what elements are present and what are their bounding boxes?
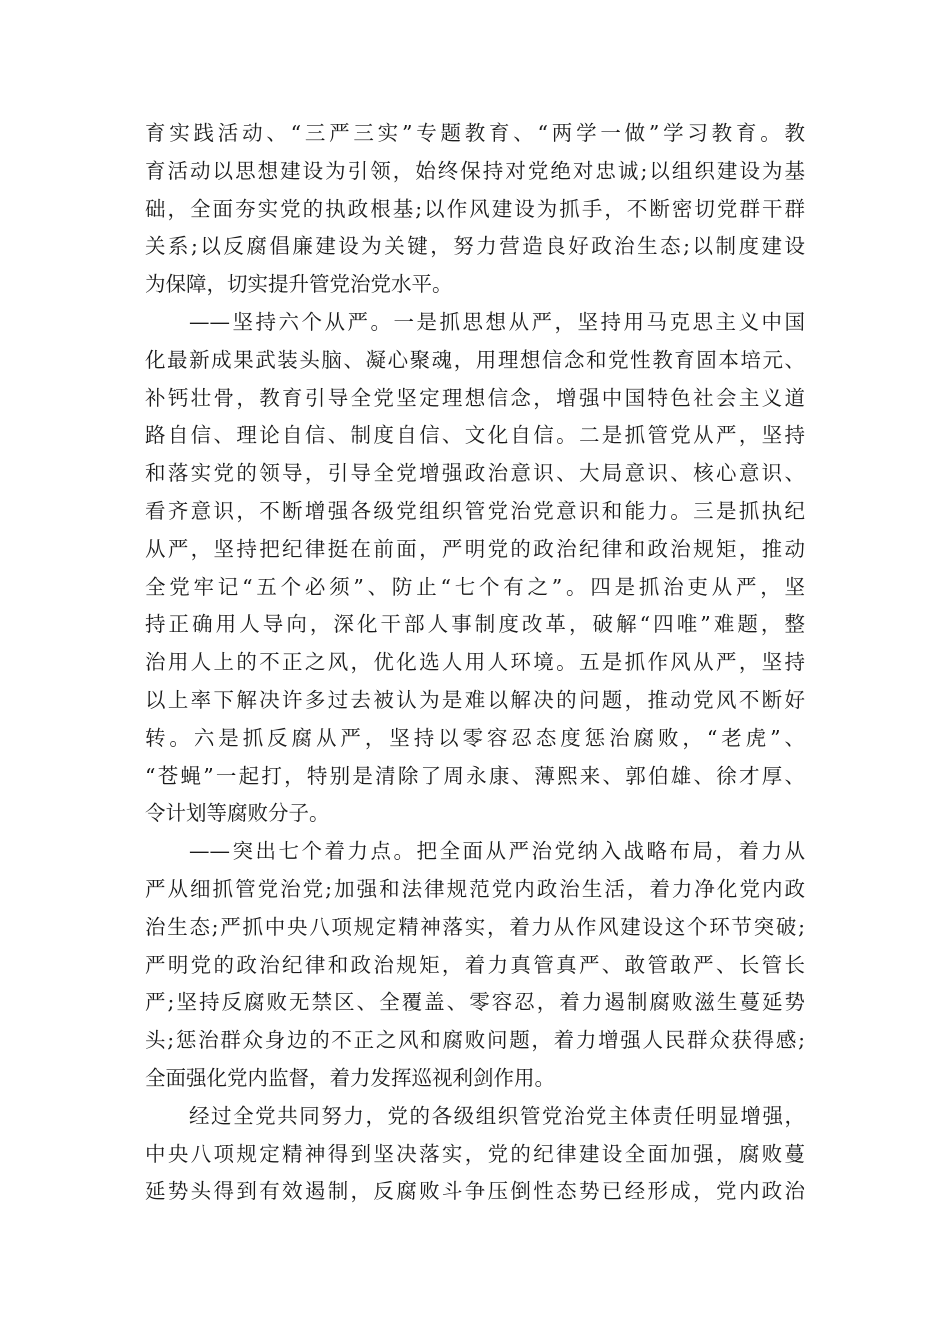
text-line: 化最新成果武装头脑、凝心聚魂，用理想信念和党性教育固本培元、 <box>145 347 805 372</box>
text-line: 令计划等腐败分子。 <box>145 801 330 826</box>
text-line: 育活动以思想建设为引领，始终保持对党绝对忠诚;以组织建设为基 <box>145 158 805 183</box>
paragraph <box>145 833 805 1098</box>
text-line: 育实践活动、“三严三实”专题教育、“两学一做”学习教育。教 <box>145 121 805 145</box>
text-line: 从严，坚持把纪律挺在前面，严明党的政治纪律和政治规矩，推动 <box>145 536 805 561</box>
text-line: 补钙壮骨，教育引导全党坚定理想信念，增强中国特色社会主义道 <box>145 385 805 410</box>
text-line: 和落实党的领导，引导全党增强政治意识、大局意识、核心意识、 <box>145 461 805 486</box>
text-line: 看齐意识，不断增强各级党组织管党治党意识和能力。三是抓执纪 <box>145 498 805 523</box>
paragraph <box>145 304 805 833</box>
text-line: ——坚持六个从严。一是抓思想从严，坚持用马克思主义中国 <box>189 309 805 334</box>
text-line: 以上率下解决许多过去被认为是难以解决的问题，推动党风不断好 <box>145 687 805 712</box>
paragraph <box>145 115 805 304</box>
text-line: ——突出七个着力点。把全面从严治党纳入战略布局，着力从 <box>189 839 805 864</box>
text-line: 路自信、理论自信、制度自信、文化自信。二是抓管党从严，坚持 <box>145 423 805 448</box>
text-line: “苍蝇”一起打，特别是清除了周永康、薄熙来、郭伯雄、徐才厚、 <box>145 763 805 788</box>
text-line: 为保障，切实提升管党治党水平。 <box>145 272 453 297</box>
paragraph <box>145 1098 805 1211</box>
text-line: 关系;以反腐倡廉建设为关键，努力营造良好政治生态;以制度建设 <box>145 234 805 259</box>
text-line: 严明党的政治纪律和政治规矩，着力真管真严、敢管敢严、长管长 <box>145 952 805 977</box>
text-line: 严从细抓管党治党;加强和法律规范党内政治生活，着力净化党内政 <box>145 876 805 901</box>
text-line: 全党牢记“五个必须”、防止“七个有之”。四是抓治吏从严，坚 <box>145 574 805 599</box>
text-line: 础，全面夯实党的执政根基;以作风建设为抓手，不断密切党群干群 <box>145 196 805 221</box>
text-line: 治生态;严抓中央八项规定精神落实，着力从作风建设这个环节突破; <box>145 914 805 939</box>
text-line: 全面强化党内监督，着力发挥巡视利剑作用。 <box>145 1065 555 1090</box>
document-body <box>145 115 805 1211</box>
text-line: 持正确用人导向，深化干部人事制度改革，破解“四唯”难题，整 <box>145 612 805 637</box>
text-line: 头;惩治群众身边的不正之风和腐败问题，着力增强人民群众获得感; <box>145 1028 805 1053</box>
text-line: 治用人上的不正之风，优化选人用人环境。五是抓作风从严，坚持 <box>145 650 805 675</box>
text-line: 转。六是抓反腐从严，坚持以零容忍态度惩治腐败，“老虎”、 <box>145 725 805 750</box>
text-line: 严;坚持反腐败无禁区、全覆盖、零容忍，着力遏制腐败滋生蔓延势 <box>145 990 805 1015</box>
text-line: 中央八项规定精神得到坚决落实，党的纪律建设全面加强，腐败蔓 <box>145 1141 805 1166</box>
text-line: 延势头得到有效遏制，反腐败斗争压倒性态势已经形成，党内政治 <box>145 1179 805 1204</box>
text-line: 经过全党共同努力，党的各级组织管党治党主体责任明显增强， <box>189 1103 805 1128</box>
